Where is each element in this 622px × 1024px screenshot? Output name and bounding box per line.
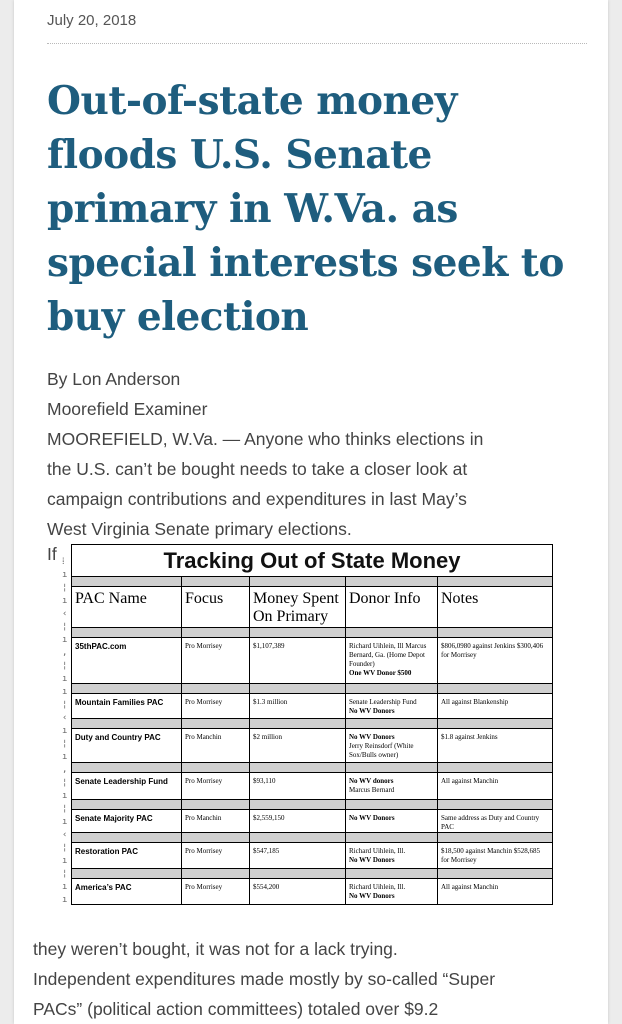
money-cell: $1,107,389 <box>250 638 346 683</box>
table-row <box>72 843 552 869</box>
article-date: July 20, 2018 <box>47 12 137 29</box>
money-cell: $547,185 <box>250 843 346 868</box>
table-row <box>72 694 552 719</box>
lead-line: campaign contributions and expenditures in last May’s <box>47 489 467 509</box>
donor-bold-text: One WV Donor $500 <box>349 669 412 677</box>
table-row <box>72 879 552 905</box>
table-band <box>72 719 552 729</box>
date-divider <box>47 43 587 44</box>
notes-cell: $806,0980 against Jenkins $300,406 for Morrisey <box>441 642 544 659</box>
body-line: PACs” (political action committees) totaled over $9.2 <box>33 999 439 1019</box>
table-band <box>72 577 552 587</box>
table-header-cell: Donor Info <box>346 587 438 627</box>
pac-name-cell: Restoration PAC <box>72 843 182 868</box>
table-band <box>72 800 552 810</box>
money-cell: $554,200 <box>250 879 346 905</box>
headline-line: special interests seek to <box>47 240 564 286</box>
table-row <box>72 810 552 833</box>
donor-text: Richard Uihlein, Ill. <box>349 883 406 891</box>
focus-cell: Pro Morrisey <box>182 773 250 799</box>
headline-line: Out-of-state money <box>47 78 457 124</box>
body-line: they weren’t bought, it was not for a lack trying. <box>33 939 398 959</box>
donor-cell <box>346 773 438 799</box>
donor-text: Jerry Reinsdorf (White Sox/Bulls owner) <box>349 742 414 759</box>
lead-line: the U.S. can’t be bought needs to take a closer look at <box>47 459 468 479</box>
scan-margin-marks: ⁞ ı ¦ ı ‹ ¦ ı ‚ ¦ ı ı ¦ ‹ ı ¦ ı ‚ ¦ ı ¦ ı ‹ ¦ ı ¦ ı ı <box>62 557 68 905</box>
article-body-continued <box>33 934 578 1024</box>
table-band <box>72 684 552 694</box>
donor-text: Richard Uihlein, Ill Marcus Bernard, Ga. (Home Depot Founder) <box>349 642 427 668</box>
table-header-cell: Focus <box>182 587 250 627</box>
byline-outlet: Moorefield Examiner <box>47 399 208 419</box>
donor-text: Marcus Bernard <box>349 786 395 794</box>
paragraph-start-word: If <box>47 544 57 564</box>
notes-cell: All against Manchin <box>441 777 499 785</box>
focus-cell: Pro Manchin <box>182 810 250 832</box>
pac-name-cell: Senate Leadership Fund <box>72 773 182 799</box>
table-band <box>72 628 552 638</box>
pac-name-cell: Senate Majority PAC <box>72 810 182 832</box>
donor-cell <box>346 638 438 683</box>
focus-cell: Pro Morrisey <box>182 879 250 905</box>
donor-text: Senate Leadership Fund <box>349 698 417 706</box>
table-header-cell: Notes <box>441 590 479 607</box>
byline-author: By Lon Anderson <box>47 369 181 389</box>
pac-money-table-image <box>71 544 553 905</box>
article-byline <box>47 364 592 544</box>
notes-cell: All against Blankenship <box>441 698 509 706</box>
donor-bold-text: No WV Donors <box>349 856 395 864</box>
table-row <box>72 729 552 763</box>
money-cell: $93,110 <box>250 773 346 799</box>
pac-name-cell: Mountain Families PAC <box>72 694 182 718</box>
table-header-cell: Money Spent On Primary <box>250 587 346 627</box>
pac-name-cell: Duty and Country PAC <box>72 729 182 762</box>
pac-name-cell: America’s PAC <box>72 879 182 905</box>
notes-cell: $18,500 against Manchin $528,685 for Morrisey <box>441 847 540 864</box>
notes-cell: All against Manchin <box>441 883 499 891</box>
table-title: Tracking Out of State Money <box>72 545 552 577</box>
body-line: Independent expenditures made mostly by so-called “Super <box>33 969 496 989</box>
focus-cell: Pro Manchin <box>182 729 250 762</box>
money-cell: $1.3 million <box>250 694 346 718</box>
focus-cell: Pro Morrisey <box>182 843 250 868</box>
donor-bold-text: No WV Donors <box>349 733 395 741</box>
donor-bold-text: No WV Donors <box>349 814 395 822</box>
focus-cell: Pro Morrisey <box>182 638 250 683</box>
donor-cell <box>346 843 438 868</box>
table-header-row <box>72 587 552 628</box>
donor-cell <box>346 810 438 832</box>
donor-bold-text: No WV Donors <box>349 892 395 900</box>
headline-line: floods U.S. Senate <box>47 132 432 178</box>
focus-cell: Pro Morrisey <box>182 694 250 718</box>
money-cell: $2 million <box>250 729 346 762</box>
donor-cell <box>346 729 438 762</box>
table-band <box>72 833 552 843</box>
table-header-cell: PAC Name <box>72 587 182 627</box>
notes-cell: Same address as Duty and Country PAC <box>441 814 540 831</box>
donor-bold-text: No WV donors <box>349 777 394 785</box>
donor-text: Richard Uihlein, Ill. <box>349 847 406 855</box>
donor-cell <box>346 694 438 718</box>
pac-name-cell: 35thPAC.com <box>72 638 182 683</box>
table-band <box>72 869 552 879</box>
donor-cell <box>346 879 438 905</box>
lead-line: MOOREFIELD, W.Va. — Anyone who thinks elections in <box>47 429 484 449</box>
headline-line: primary in W.Va. as <box>47 186 458 232</box>
table-row <box>72 773 552 800</box>
table-band <box>72 763 552 773</box>
notes-cell: $1.8 against Jenkins <box>441 733 498 741</box>
lead-line: West Virginia Senate primary elections. <box>47 519 352 539</box>
headline-line: buy election <box>47 294 309 340</box>
table-row <box>72 638 552 684</box>
money-cell: $2,559,150 <box>250 810 346 832</box>
donor-bold-text: No WV Donors <box>349 707 395 715</box>
article-headline <box>47 74 587 344</box>
